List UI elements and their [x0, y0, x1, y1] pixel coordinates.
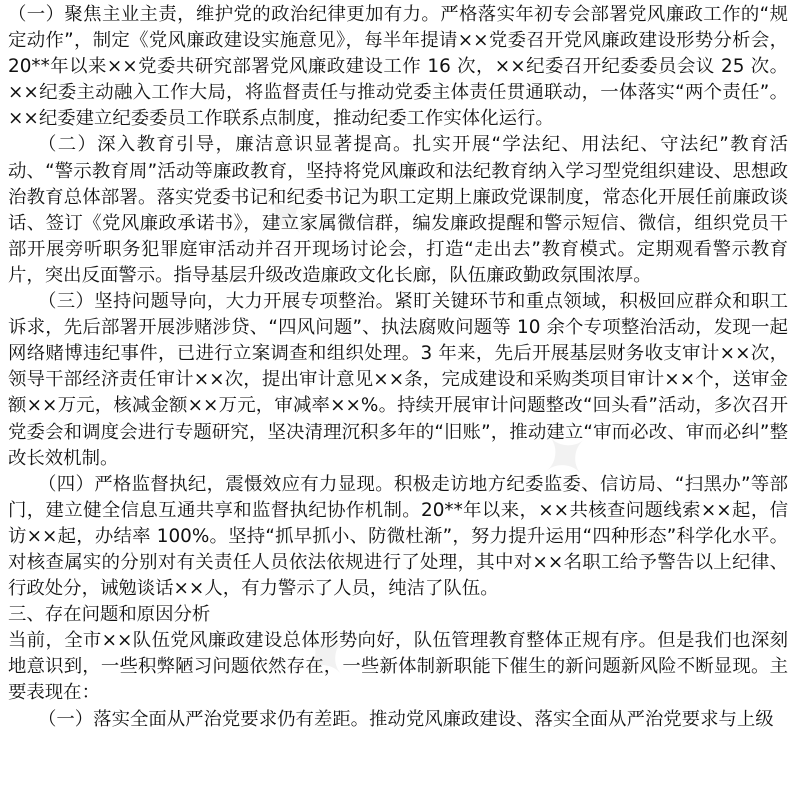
paragraph-5: 当前，全市××队伍党风廉政建设总体形势向好，队伍管理教育整体正规有序。但是我们也深刻地意识到，一些积弊陋习问题依然存在，一些新体制新职能下催生的新问题新风险不断显现。主要表现在： — [8, 630, 788, 704]
paragraph-4: （四）严格监督执纪，震慑效应有力显现。积极走访地方纪委监委、信访局、“扫黑办”等部门，建立健全信息互通共享和监督执纪协作机制。20**年以来，××共核查问题线索××起，信访××起，办结率 100%。坚持“抓早抓小、防微杜渐”，努力提升运用“四种形态”科学化水平。对核查属实的分别对有关责任人员依法依规进行了处理，其中对××名职工给予警告以上纪律、行政处分，诫勉谈话××人，有力警示了人员，纯洁了队伍。 — [8, 473, 788, 600]
paragraph-6: （一）落实全面从严治党要求仍有差距。推动党风廉政建设、落实全面从严治党要求与上级 — [38, 708, 774, 730]
section-heading: 三、存在问题和原因分析 — [8, 604, 211, 626]
paragraph-3: （三）坚持问题导向，大力开展专项整治。紧盯关键环节和重点领域，积极回应群众和职工诉求，先后部署开展涉赌涉贷、“四风问题”、执法腐败问题等 10 余个专项整治活动，发现一起网络赌博违纪事件，已进行立案调查和组织处理。3 年来，先后开展基层财务收支审计××次，领导干部经济责任审计××次，提出审计意见××条，完成建设和采购类项目审计××个，送审金额××万元，核减金额××万元，审减率××%。持续开展审计问题整改“回头看”活动，多次召开党委会和调度会进行专题研究，坚决清理沉积多年的“旧账”，推动建立“审而必改、审而必纠”整改长效机制。 — [8, 291, 788, 469]
paragraph-1: （一）聚焦主业主责，维护党的政治纪律更加有力。严格落实年初专会部署党风廉政工作的“规定动作”，制定《党风廉政建设实施意见》，每半年提请××党委召开党风廉政建设形势分析会，20**年以来××党委共研究部署党风廉政建设工作 16 次，××纪委召开纪委委员会议 25 次。××纪委主动融入工作大局，将监督责任与推动党委主体责任贯通联动，一体落实“两个责任”。××纪委建立纪委委员工作联系点制度，推动纪委工作实体化运行。 — [8, 4, 788, 130]
paragraph-2: （二）深入教育引导，廉洁意识显著提高。扎实开展“学法纪、用法纪、守法纪”教育活动、“警示教育周”活动等廉政教育，坚持将党风廉政和法纪教育纳入学习型党组织建设、思想政治教育总体部署。落实党委书记和纪委书记为职工定期上廉政党课制度，常态化开展任前廉政谈话、签订《党风廉政承诺书》，建立家属微信群，编发廉政提醒和警示短信、微信，组织党员干部开展旁听职务犯罪庭审活动并召开现场讨论会，打造“走出去”教育模式。定期观看警示教育片，突出反面警示。指导基层升级改造廉政文化长廊，队伍廉政勤政氛围浓厚。 — [8, 134, 788, 286]
